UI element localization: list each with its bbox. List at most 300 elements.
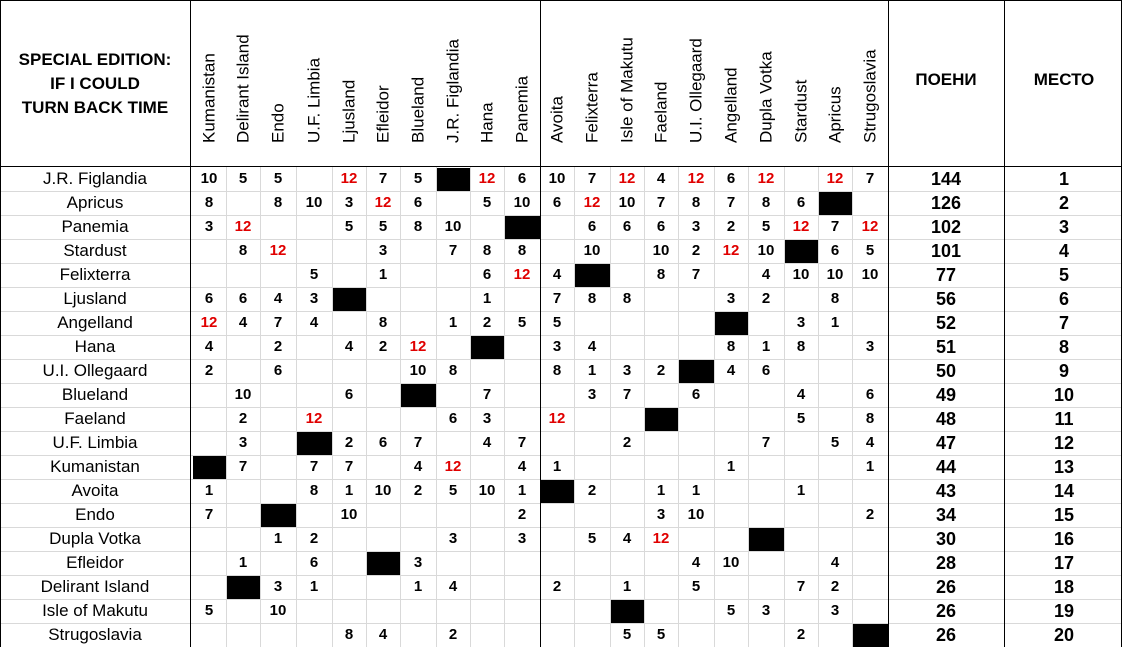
score-cell: 8 — [796, 338, 806, 355]
row-country: Felixterra — [59, 265, 131, 284]
score-cell: 2 — [344, 434, 354, 451]
self-vote-cell — [367, 552, 400, 575]
score-cell: 2 — [517, 506, 527, 523]
score-cell: 4 — [204, 338, 214, 355]
score-cell: 3 — [761, 602, 771, 619]
score-cell: 1 — [309, 578, 319, 595]
points-total: 77 — [935, 265, 957, 285]
score-cell: 5 — [482, 194, 492, 211]
final-place: 17 — [1053, 553, 1075, 573]
column-header — [504, 6, 540, 160]
score-cell: 2 — [552, 578, 562, 595]
column-header-label: Blueland — [408, 76, 428, 143]
column-header — [192, 6, 226, 160]
column-header — [332, 6, 366, 160]
score-cell: 8 — [726, 338, 736, 355]
score-cell: 1 — [796, 482, 806, 499]
final-place: 20 — [1053, 625, 1075, 645]
score-cell: 7 — [482, 386, 492, 403]
score-cell: 8 — [238, 242, 248, 259]
self-vote-cell — [575, 264, 610, 287]
score-cell: 12 — [826, 170, 844, 187]
score-cell: 6 — [587, 218, 597, 235]
score-cell: 12 — [792, 218, 810, 235]
self-vote-cell — [227, 576, 260, 599]
self-vote-cell — [819, 192, 852, 215]
score-cell: 5 — [204, 602, 214, 619]
score-cell: 4 — [726, 362, 736, 379]
score-cell: 6 — [413, 194, 423, 211]
column-header — [470, 6, 504, 160]
score-cell: 10 — [618, 194, 636, 211]
points-total: 26 — [935, 577, 957, 597]
score-cell: 1 — [204, 482, 214, 499]
column-header — [852, 6, 888, 160]
score-cell: 8 — [691, 194, 701, 211]
score-cell: 10 — [340, 506, 358, 523]
score-cell: 6 — [273, 362, 283, 379]
score-cell: 2 — [378, 338, 388, 355]
score-cell: 2 — [448, 626, 458, 643]
score-cell: 3 — [378, 242, 388, 259]
score-cell: 8 — [587, 290, 597, 307]
row-country: Faeland — [64, 409, 126, 428]
score-cell: 8 — [482, 242, 492, 259]
final-place: 18 — [1053, 577, 1075, 597]
title-line-2: IF I COULD — [50, 74, 140, 93]
score-cell: 8 — [309, 482, 319, 499]
points-total: 34 — [935, 505, 957, 525]
score-cell: 5 — [587, 530, 597, 547]
self-vote-cell — [505, 216, 540, 239]
score-cell: 7 — [344, 458, 354, 475]
row-country: Dupla Votka — [49, 529, 141, 548]
score-cell: 3 — [413, 554, 423, 571]
final-place: 8 — [1058, 337, 1069, 357]
row-country: Kumanistan — [50, 457, 140, 476]
self-vote-cell — [471, 336, 504, 359]
points-total: 51 — [935, 337, 957, 357]
row-country: Angelland — [57, 313, 133, 332]
score-cell: 5 — [378, 218, 388, 235]
title-line-3: TURN BACK TIME — [21, 98, 169, 117]
row-country: Panemia — [61, 217, 129, 236]
score-cell: 10 — [409, 362, 427, 379]
score-cell: 2 — [656, 362, 666, 379]
score-cell: 5 — [830, 434, 840, 451]
score-cell: 2 — [830, 578, 840, 595]
points-total: 47 — [935, 433, 957, 453]
score-cell: 5 — [691, 578, 701, 595]
score-cell: 7 — [830, 218, 840, 235]
score-cell: 10 — [305, 194, 323, 211]
self-vote-cell — [853, 624, 888, 647]
score-cell: 7 — [378, 170, 388, 187]
score-cell: 7 — [204, 506, 214, 523]
self-vote-cell — [437, 168, 470, 191]
self-vote-cell — [193, 456, 226, 479]
score-cell: 3 — [344, 194, 354, 211]
score-cell: 2 — [691, 242, 701, 259]
score-cell: 3 — [204, 218, 214, 235]
score-cell: 4 — [761, 266, 771, 283]
place-header: МЕСТО — [1033, 70, 1095, 89]
score-cell: 6 — [482, 266, 492, 283]
score-cell: 8 — [273, 194, 283, 211]
score-cell: 6 — [622, 218, 632, 235]
score-cell: 6 — [204, 290, 214, 307]
score-cell: 3 — [448, 530, 458, 547]
score-cell: 12 — [444, 458, 462, 475]
score-cell: 5 — [273, 170, 283, 187]
score-cell: 10 — [861, 266, 879, 283]
score-cell: 2 — [482, 314, 492, 331]
column-header — [610, 6, 644, 160]
self-vote-cell — [401, 384, 436, 407]
final-place: 6 — [1058, 289, 1069, 309]
score-cell: 5 — [726, 602, 736, 619]
score-cell: 3 — [865, 338, 875, 355]
row-country: Endo — [75, 505, 115, 524]
score-cell: 1 — [482, 290, 492, 307]
self-vote-cell — [297, 432, 332, 455]
score-cell: 12 — [513, 266, 531, 283]
points-total: 126 — [930, 193, 962, 213]
score-cell: 7 — [517, 434, 527, 451]
score-cell: 8 — [378, 314, 388, 331]
score-cell: 12 — [618, 170, 636, 187]
row-country: U.F. Limbia — [52, 433, 138, 452]
score-cell: 6 — [656, 218, 666, 235]
score-cell: 4 — [796, 386, 806, 403]
column-header — [436, 6, 470, 160]
score-cell: 3 — [309, 290, 319, 307]
points-total: 44 — [935, 457, 957, 477]
score-cell: 12 — [269, 242, 287, 259]
score-cell: 10 — [792, 266, 810, 283]
points-total: 101 — [930, 241, 962, 261]
score-cell: 7 — [865, 170, 875, 187]
column-header — [678, 6, 714, 160]
score-cell: 5 — [796, 410, 806, 427]
points-total: 30 — [935, 529, 957, 549]
self-vote-cell — [541, 480, 574, 503]
score-cell: 8 — [413, 218, 423, 235]
score-cell: 7 — [273, 314, 283, 331]
score-cell: 8 — [448, 362, 458, 379]
score-cell: 1 — [587, 362, 597, 379]
score-cell: 2 — [796, 626, 806, 643]
column-header-label: Felixterra — [582, 72, 602, 143]
score-cell: 5 — [622, 626, 632, 643]
final-place: 19 — [1053, 601, 1075, 621]
column-border — [1004, 0, 1005, 647]
column-header — [818, 6, 852, 160]
score-cell: 4 — [517, 458, 527, 475]
score-cell: 1 — [378, 266, 388, 283]
points-total: 26 — [935, 625, 957, 645]
score-cell: 1 — [691, 482, 701, 499]
row-country: Delirant Island — [40, 577, 150, 596]
score-cell: 7 — [413, 434, 423, 451]
score-cell: 7 — [796, 578, 806, 595]
score-cell: 2 — [726, 218, 736, 235]
column-header-label: Ljusland — [339, 79, 359, 143]
score-cell: 12 — [305, 410, 323, 427]
score-cell: 1 — [238, 554, 248, 571]
score-cell: 2 — [622, 434, 632, 451]
score-cell: 1 — [344, 482, 354, 499]
score-cell: 5 — [413, 170, 423, 187]
score-cell: 8 — [656, 266, 666, 283]
score-cell: 10 — [722, 554, 740, 571]
score-cell: 8 — [830, 290, 840, 307]
column-header-label: Efleidor — [373, 85, 393, 143]
final-place: 9 — [1058, 361, 1069, 381]
score-cell: 6 — [238, 290, 248, 307]
score-cell: 3 — [656, 506, 666, 523]
score-cell: 7 — [309, 458, 319, 475]
score-cell: 5 — [761, 218, 771, 235]
score-cell: 1 — [726, 458, 736, 475]
score-cell: 6 — [517, 170, 527, 187]
points-total: 144 — [930, 169, 962, 189]
score-cell: 12 — [478, 170, 496, 187]
score-cell: 1 — [622, 578, 632, 595]
score-cell: 7 — [448, 242, 458, 259]
score-cell: 12 — [722, 242, 740, 259]
column-header-label: Faeland — [651, 81, 671, 143]
score-cell: 5 — [865, 242, 875, 259]
column-header-label: Avoita — [547, 96, 567, 143]
score-cell: 4 — [273, 290, 283, 307]
final-place: 14 — [1053, 481, 1075, 501]
column-header-label: Isle of Makutu — [617, 37, 637, 143]
score-cell: 12 — [548, 410, 566, 427]
points-total: 48 — [935, 409, 957, 429]
score-cell: 1 — [761, 338, 771, 355]
score-cell: 10 — [234, 386, 252, 403]
self-vote-cell — [261, 504, 296, 527]
score-cell: 3 — [796, 314, 806, 331]
column-header-label: Delirant Island — [233, 34, 253, 143]
score-cell: 8 — [344, 626, 354, 643]
score-cell: 7 — [761, 434, 771, 451]
final-place: 2 — [1058, 193, 1069, 213]
score-cell: 3 — [552, 338, 562, 355]
column-header — [226, 6, 260, 160]
column-header-label: Stardust — [791, 79, 811, 143]
score-cell: 2 — [761, 290, 771, 307]
score-cell: 1 — [830, 314, 840, 331]
score-cell: 1 — [517, 482, 527, 499]
column-header — [366, 6, 400, 160]
score-cell: 8 — [204, 194, 214, 211]
row-country: U.I. Ollegaard — [42, 361, 148, 380]
score-cell: 6 — [726, 170, 736, 187]
row-country: Isle of Makutu — [42, 601, 148, 620]
row-country: Efleidor — [66, 553, 124, 572]
final-place: 3 — [1058, 217, 1069, 237]
column-header — [748, 6, 784, 160]
score-cell: 6 — [865, 386, 875, 403]
score-cell: 3 — [482, 410, 492, 427]
self-vote-cell — [715, 312, 748, 335]
score-cell: 1 — [865, 458, 875, 475]
final-place: 1 — [1058, 169, 1069, 189]
score-cell: 7 — [238, 458, 248, 475]
score-cell: 4 — [344, 338, 354, 355]
final-place: 15 — [1053, 505, 1075, 525]
score-cell: 2 — [587, 482, 597, 499]
points-total: 102 — [930, 217, 962, 237]
score-cell: 8 — [622, 290, 632, 307]
score-cell: 6 — [378, 434, 388, 451]
row-country: Blueland — [61, 385, 129, 404]
score-cell: 10 — [583, 242, 601, 259]
self-vote-cell — [611, 600, 644, 623]
column-header-label: Strugoslavia — [860, 49, 880, 143]
score-cell: 7 — [587, 170, 597, 187]
column-header — [574, 6, 610, 160]
score-cell: 10 — [757, 242, 775, 259]
score-cell: 4 — [482, 434, 492, 451]
points-total: 26 — [935, 601, 957, 621]
score-cell: 10 — [478, 482, 496, 499]
score-cell: 4 — [622, 530, 632, 547]
column-header — [296, 6, 332, 160]
score-cell: 4 — [448, 578, 458, 595]
score-cell: 4 — [552, 266, 562, 283]
points-header: ПОЕНИ — [915, 70, 977, 89]
score-cell: 1 — [552, 458, 562, 475]
score-cell: 10 — [548, 170, 566, 187]
column-border — [190, 0, 191, 647]
column-header-label: Angelland — [721, 67, 741, 143]
score-cell: 8 — [865, 410, 875, 427]
score-cell: 12 — [652, 530, 670, 547]
score-cell: 5 — [552, 314, 562, 331]
score-cell: 7 — [691, 266, 701, 283]
score-cell: 4 — [656, 170, 666, 187]
header-border — [0, 0, 1122, 1]
score-cell: 10 — [444, 218, 462, 235]
score-cell: 10 — [652, 242, 670, 259]
row-country: Stardust — [63, 241, 127, 260]
score-cell: 8 — [517, 242, 527, 259]
column-header — [260, 6, 296, 160]
column-header — [400, 6, 436, 160]
score-cell: 6 — [448, 410, 458, 427]
score-cell: 12 — [583, 194, 601, 211]
column-header-label: J.R. Figlandia — [443, 39, 463, 143]
score-cell: 10 — [513, 194, 531, 211]
final-place: 13 — [1053, 457, 1075, 477]
final-place: 11 — [1054, 409, 1074, 429]
score-cell: 6 — [796, 194, 806, 211]
score-cell: 2 — [413, 482, 423, 499]
score-cell: 3 — [622, 362, 632, 379]
score-cell: 10 — [269, 602, 287, 619]
points-total: 28 — [935, 553, 957, 573]
score-cell: 5 — [656, 626, 666, 643]
row-country: Ljusland — [63, 289, 127, 308]
score-cell: 3 — [830, 602, 840, 619]
score-cell: 12 — [687, 170, 705, 187]
score-cell: 1 — [448, 314, 458, 331]
score-cell: 7 — [726, 194, 736, 211]
score-cell: 4 — [587, 338, 597, 355]
score-cell: 3 — [517, 530, 527, 547]
column-header — [540, 6, 574, 160]
score-cell: 6 — [344, 386, 354, 403]
score-cell: 10 — [374, 482, 392, 499]
score-cell: 10 — [826, 266, 844, 283]
score-cell: 3 — [238, 434, 248, 451]
row-country: Strugoslavia — [48, 625, 142, 644]
score-cell: 6 — [309, 554, 319, 571]
score-cell: 12 — [374, 194, 392, 211]
score-cell: 6 — [830, 242, 840, 259]
grid-col-line — [332, 167, 333, 647]
column-header — [644, 6, 678, 160]
score-cell: 6 — [552, 194, 562, 211]
score-cell: 5 — [344, 218, 354, 235]
row-country: Hana — [74, 337, 116, 356]
self-vote-cell — [333, 288, 366, 311]
final-place: 12 — [1053, 433, 1075, 453]
score-cell: 2 — [309, 530, 319, 547]
score-cell: 2 — [204, 362, 214, 379]
score-cell: 4 — [309, 314, 319, 331]
score-cell: 4 — [691, 554, 701, 571]
score-cell: 2 — [273, 338, 283, 355]
score-cell: 12 — [409, 338, 427, 355]
column-header — [714, 6, 748, 160]
column-header-label: U.F. Limbia — [304, 57, 324, 143]
score-cell: 12 — [234, 218, 252, 235]
final-place: 4 — [1058, 241, 1069, 261]
score-cell: 7 — [656, 194, 666, 211]
final-place: 7 — [1058, 313, 1069, 333]
column-header-label: Dupla Votka — [756, 51, 776, 143]
row-country: Apricus — [66, 193, 124, 212]
score-cell: 7 — [622, 386, 632, 403]
row-country: J.R. Figlandia — [43, 169, 147, 188]
column-header-label: Hana — [477, 102, 497, 143]
score-cell: 2 — [865, 506, 875, 523]
self-vote-cell — [679, 360, 714, 383]
score-cell: 7 — [552, 290, 562, 307]
score-cell: 12 — [757, 170, 775, 187]
score-cell: 4 — [865, 434, 875, 451]
score-cell: 12 — [200, 314, 218, 331]
score-cell: 4 — [378, 626, 388, 643]
score-cell: 3 — [726, 290, 736, 307]
score-cell: 5 — [448, 482, 458, 499]
points-total: 52 — [935, 313, 957, 333]
column-header-label: U.I. Ollegaard — [686, 38, 706, 143]
score-cell: 2 — [238, 410, 248, 427]
points-total: 56 — [935, 289, 957, 309]
score-cell: 4 — [830, 554, 840, 571]
score-cell: 3 — [691, 218, 701, 235]
self-vote-cell — [749, 528, 784, 551]
score-cell: 8 — [552, 362, 562, 379]
score-cell: 3 — [273, 578, 283, 595]
final-place: 16 — [1053, 529, 1075, 549]
column-header-label: Endo — [268, 103, 288, 143]
